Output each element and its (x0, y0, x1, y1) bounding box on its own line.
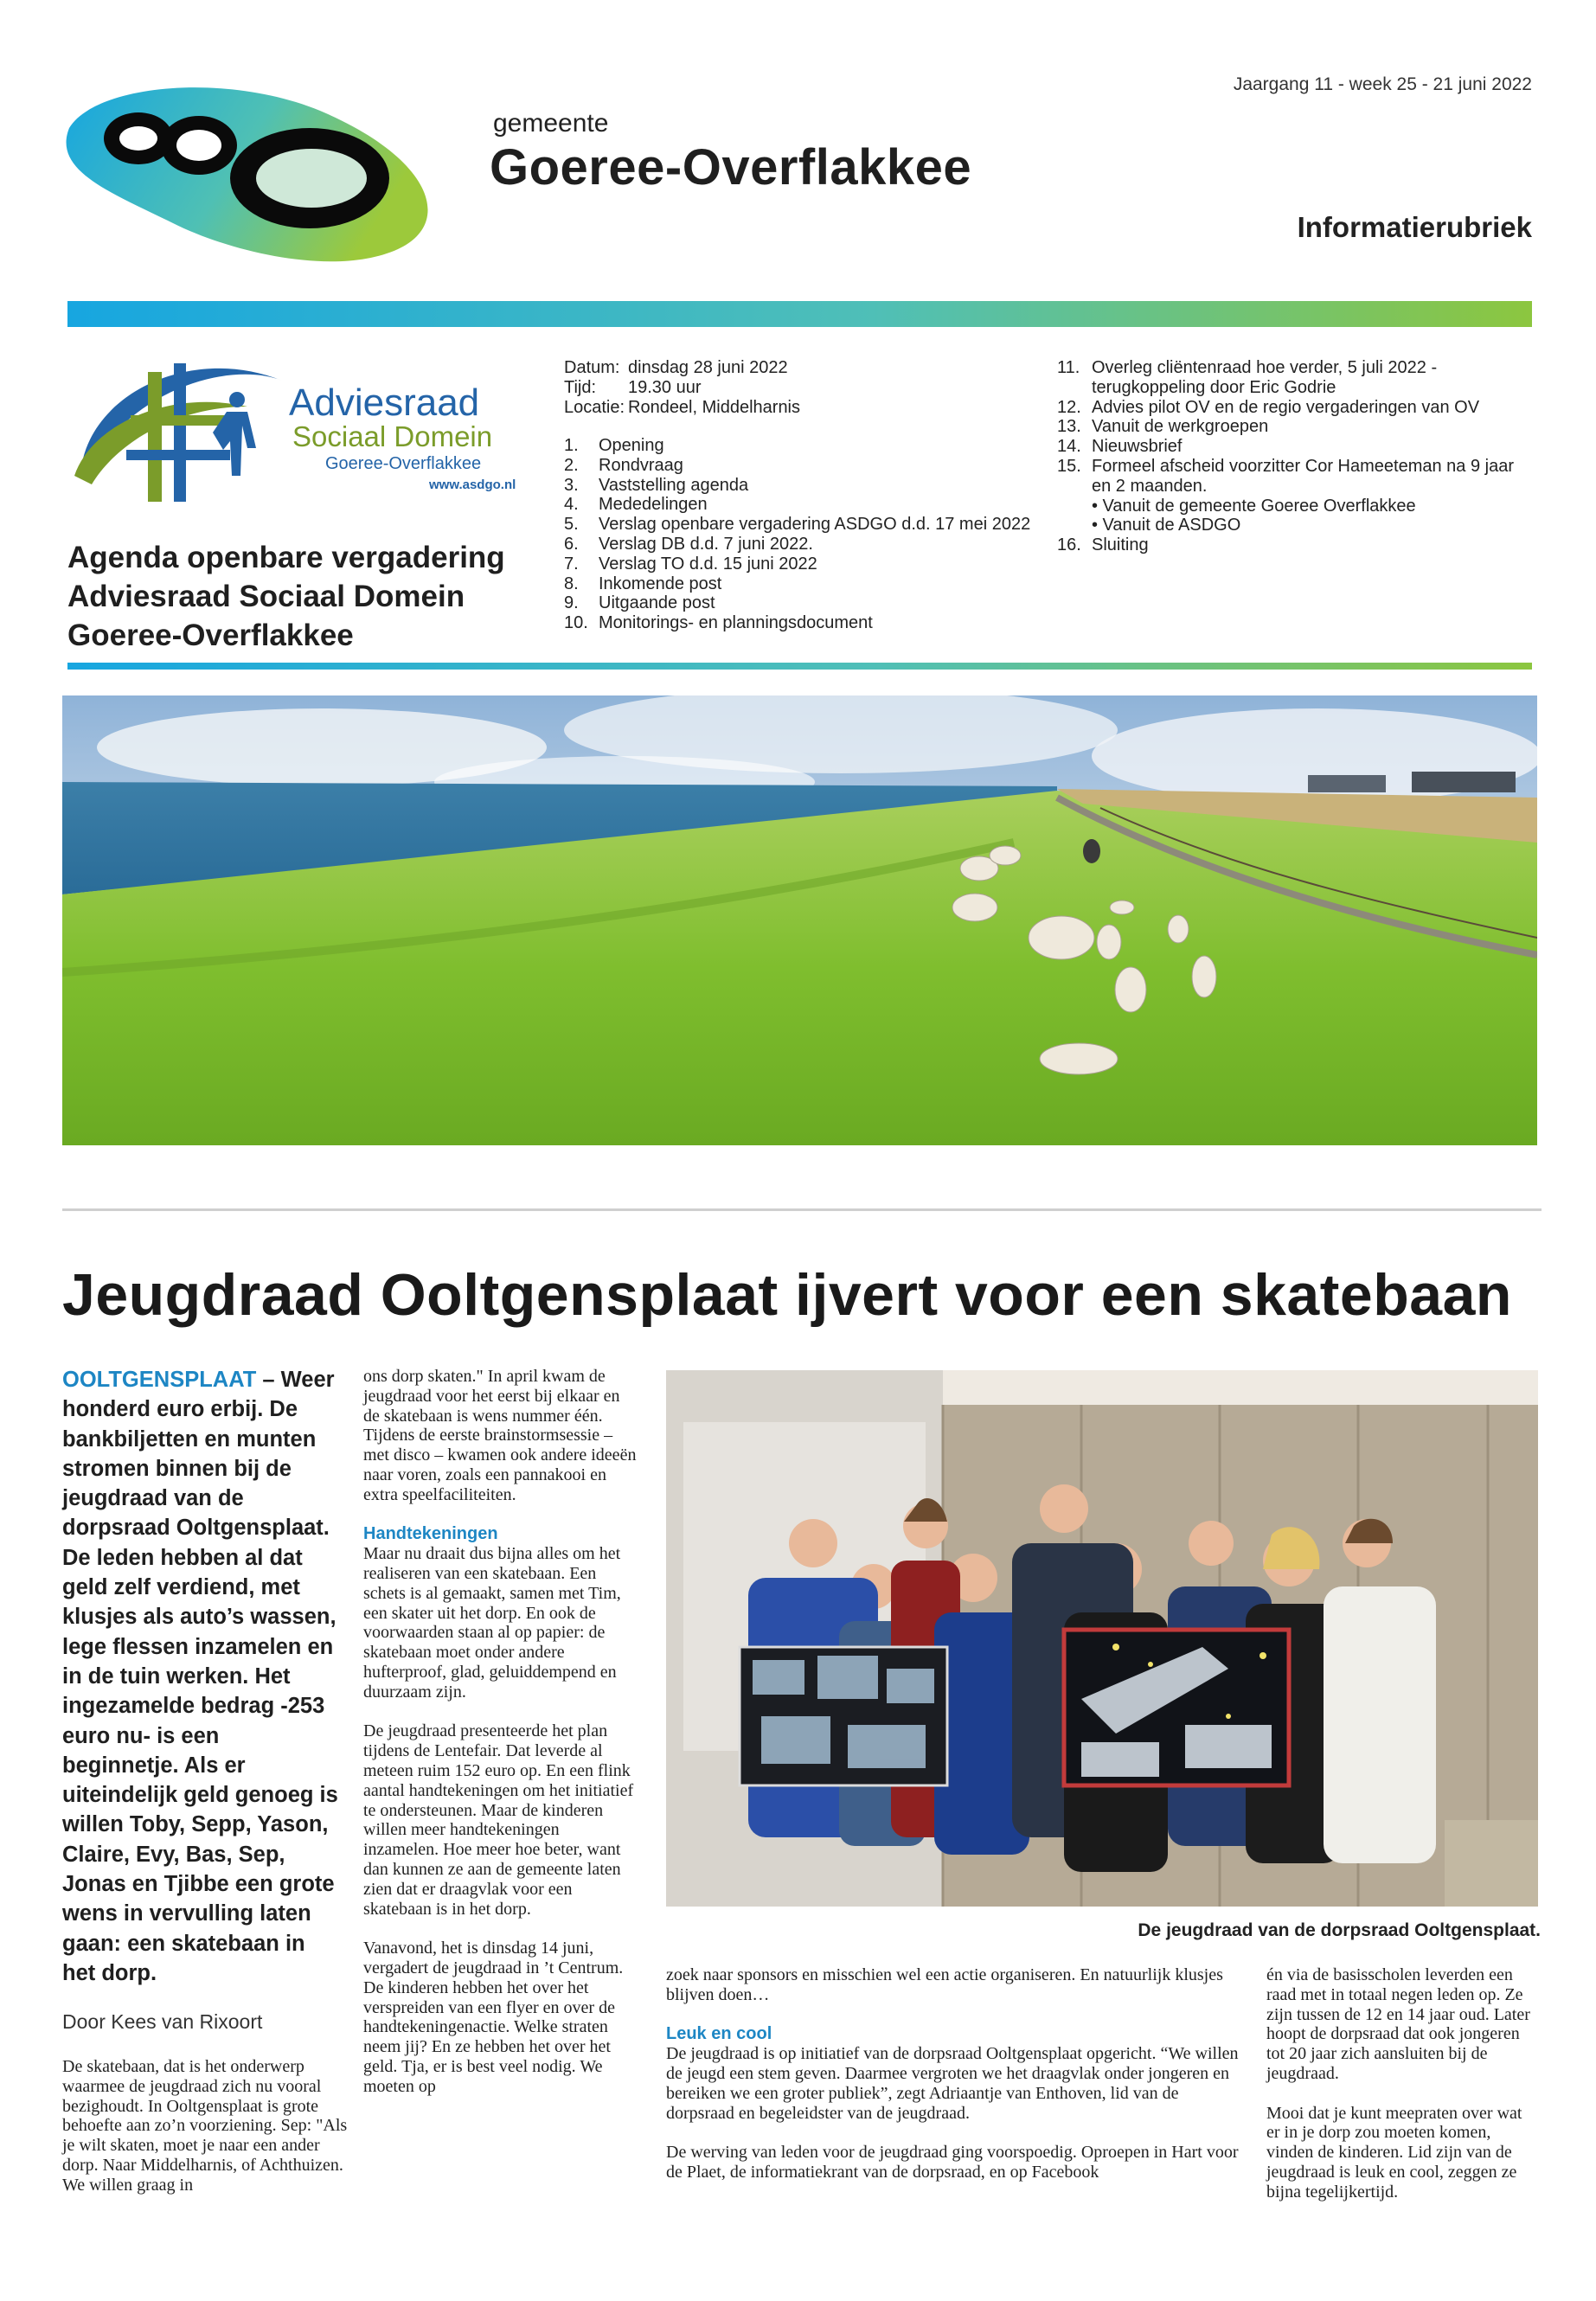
adviesraad-logo (66, 355, 546, 506)
adviesraad-logo-url: www.asdgo.nl (429, 478, 516, 492)
paragraph: én via de basisscholen leverden een raad met in totaal negen leden op. Ze zijn tussen de 12 en 14 jaar oud. Later hoopt de dorpsraad dat ook jongeren tot 20 jaar zich aansluiten bij de jeugdraad. (1266, 1965, 1530, 2083)
article-byline: Door Kees van Rixoort (62, 2010, 263, 2033)
paragraph: Mooi dat je kunt meepraten over wat er in je dorp zou moeten komen, vinden de kinderen. Lid zijn van de jeugdraad is leuk en cool, zeggen ze bijna tegelijkertijd. (1266, 2103, 1522, 2202)
header-divider (67, 301, 1532, 327)
article-headline: Jeugdraad Ooltgensplaat ijvert voor een skatebaan (62, 1262, 1512, 1328)
article-lead-text: – Weer honderd euro erbij. De bankbiljetten en munten stromen binnen bij de jeugdraad van de dorpsraad Ooltgensplaat. De leden hebben al dat geld zelf verdiend, met klusjes als auto’s wassen, lege flessen inzamelen en in de tuin werken. Het ingezamelde bedrag -253 euro nu- is een beginnetje. Als er uiteindelijk geld genoeg is willen Toby, Sepp, Yason, Claire, Evy, Bas, Sep, Jonas en Tjibbe een grote wens in vervulling laten gaan: een skatebaan in het dorp. (62, 1368, 338, 1985)
agenda-list-1 (564, 436, 1048, 633)
article-column-4 (1266, 1965, 1535, 2221)
agenda-item: 11. Overleg cliëntenraad hoe verder, 5 juli 2022 - terugkoppeling door Eric Godrie (1057, 358, 1438, 397)
agenda-item: 5. Verslag openbare vergadering ASDGO d.d. 17 mei 2022 (564, 515, 1031, 535)
dike-sheep-photo (62, 695, 1537, 1145)
meeting-time: Tijd: 19.30 uur (564, 377, 702, 397)
agenda-item: 4. Mededelingen (564, 495, 708, 515)
paragraph: De jeugdraad is op initiatief van de dorpsraad Ooltgensplaat opgericht. “We willen de jeugd een stem geven. Daarmee vergroten we het draagvlak onder jongeren en bereiken we een groter publiek”, zegt Adriaantje van Enthoven, lid van de dorpsraad en begeleidster van de jeugdraad. (666, 2044, 1239, 2123)
agenda-title (67, 538, 552, 655)
adviesraad-logo-word2: Sociaal Domein (292, 420, 493, 452)
paragraph: ons dorp skaten." In april kwam de jeugdraad voor het eerst bij elkaar en de skatebaan is wens nummer één. Tijdens de eerste brainstormsessie – met disco – kwamen ook andere ideeën naar voren, zoals een pannakooi en extra speelfaciliteiten. (363, 1367, 637, 1504)
agenda-title-line: Adviesraad Sociaal Domein (67, 580, 465, 613)
subheading: Leuk en cool (666, 2024, 772, 2044)
article-location: OOLTGENSPLAAT (62, 1368, 257, 1392)
agenda-item: 6. Verslag DB d.d. 7 juni 2022. (564, 534, 813, 554)
agenda-item: 3. Vaststelling agenda (564, 475, 749, 495)
issue-info: Jaargang 11 - week 25 - 21 juni 2022 (1233, 74, 1532, 94)
meeting-date: Datum: dinsdag 28 juni 2022 (564, 358, 788, 377)
agenda-subitem: • Vanuit de gemeente Goeree Overflakkee (1092, 496, 1416, 516)
paragraph: zoek naar sponsors en misschien wel een actie organiseren. En natuurlijk klusjes blijven doen… (666, 1965, 1223, 2004)
agenda-item: 7. Verslag TO d.d. 15 juni 2022 (564, 554, 817, 574)
subheading: Handtekeningen (363, 1524, 498, 1544)
agenda-divider (67, 663, 1532, 670)
agenda-item: 10. Monitorings- en planningsdocument (564, 613, 873, 633)
paragraph: De werving van leden voor de jeugdraad ging voorspoedig. Oproepen in Hart voor de Plaet, de informatiekrant van de dorpsraad, en op Facebook (666, 2143, 1239, 2182)
adviesraad-logo-word1: Adviesraad (289, 381, 480, 424)
section-title: Informatierubriek (1297, 211, 1532, 243)
agenda-title-line: Goeree-Overflakkee (67, 619, 354, 652)
photo-caption: De jeugdraad van de dorpsraad Ooltgensplaat. (1138, 1920, 1541, 1940)
paragraph: De jeugdraad presenteerde het plan tijdens de Lentefair. Dat leverde al meteen ruim 152 euro op. En een flink aantal handtekeningen om het initiatief te ondersteunen. Maar de kinderen willen meer handtekeningen inzamelen. Hoe meer hoe beter, want dan kunnen ze aan de gemeente laten zien dat er draagvlak voor een skatebaan is in het dorp. (363, 1721, 634, 1919)
agenda-item: 8. Inkomende post (564, 574, 722, 593)
agenda-item: 1. Opening (564, 436, 664, 455)
meeting-location: Locatie: Rondeel, Middelharnis (564, 397, 801, 417)
article-lead (62, 1365, 339, 1988)
youth-council-photo (666, 1370, 1538, 1907)
gemeente-name: Goeree-Overflakkee (490, 139, 972, 195)
agenda-item: 2. Rondvraag (564, 455, 683, 475)
agenda-item: 13. Vanuit de werkgroepen (1057, 417, 1269, 437)
gemeente-label: gemeente (493, 109, 609, 138)
agenda-item: 15. Formeel afscheid voorzitter Cor Hameeteman na 9 jaar en 2 maanden. (1057, 456, 1514, 496)
paragraph: Maar nu draait dus bijna alles om het realiseren van een skatebaan. Een schets is al gemaakt, samen met Tim, een skater uit het dorp. En ook de voorwaarden staan al op papier: de skatebaan moet onder andere hufterproof, glad, geluiddempend en duurzaam zijn. (363, 1544, 621, 1702)
agenda-title-line: Agenda openbare vergadering (67, 541, 505, 574)
gemeente-logo (61, 76, 450, 266)
meeting-details (564, 358, 800, 417)
agenda-subitem: • Vanuit de ASDGO (1092, 516, 1241, 535)
agenda-list-2 (1057, 358, 1524, 555)
paragraph: Vanavond, het is dinsdag 14 juni, vergadert de jeugdraad in ’t Centrum. De kinderen hebben het over het verspreiden van een flyer en over de handtekeningenactie. Welke straten neem jij? En ze hebben het over het geld. Tja, er is best veel nodig. We moeten op (363, 1939, 624, 2096)
agenda-item: 12. Advies pilot OV en de regio vergaderingen van OV (1057, 397, 1480, 417)
agenda-item: 9. Uitgaande post (564, 593, 715, 613)
adviesraad-logo-word3: Goeree-Overflakkee (325, 454, 482, 473)
article-column-2 (363, 1367, 638, 2116)
paragraph: De skatebaan, dat is het onderwerp waarmee de jeugdraad zich nu vooral bezighoudt. In Ooltgensplaat is grote behoefte aan zo’n voorziening. Sep: "Als je wilt skaten, moet je naar een ander dorp. Naar Middelharnis, of Achthuizen. We willen graag in (62, 2057, 348, 2195)
article-column-1 (62, 2057, 348, 2214)
article-column-3 (666, 1965, 1247, 2202)
section-rule (62, 1208, 1542, 1211)
agenda-item: 16. Sluiting (1057, 535, 1149, 555)
agenda-item: 14. Nieuwsbrief (1057, 437, 1183, 457)
